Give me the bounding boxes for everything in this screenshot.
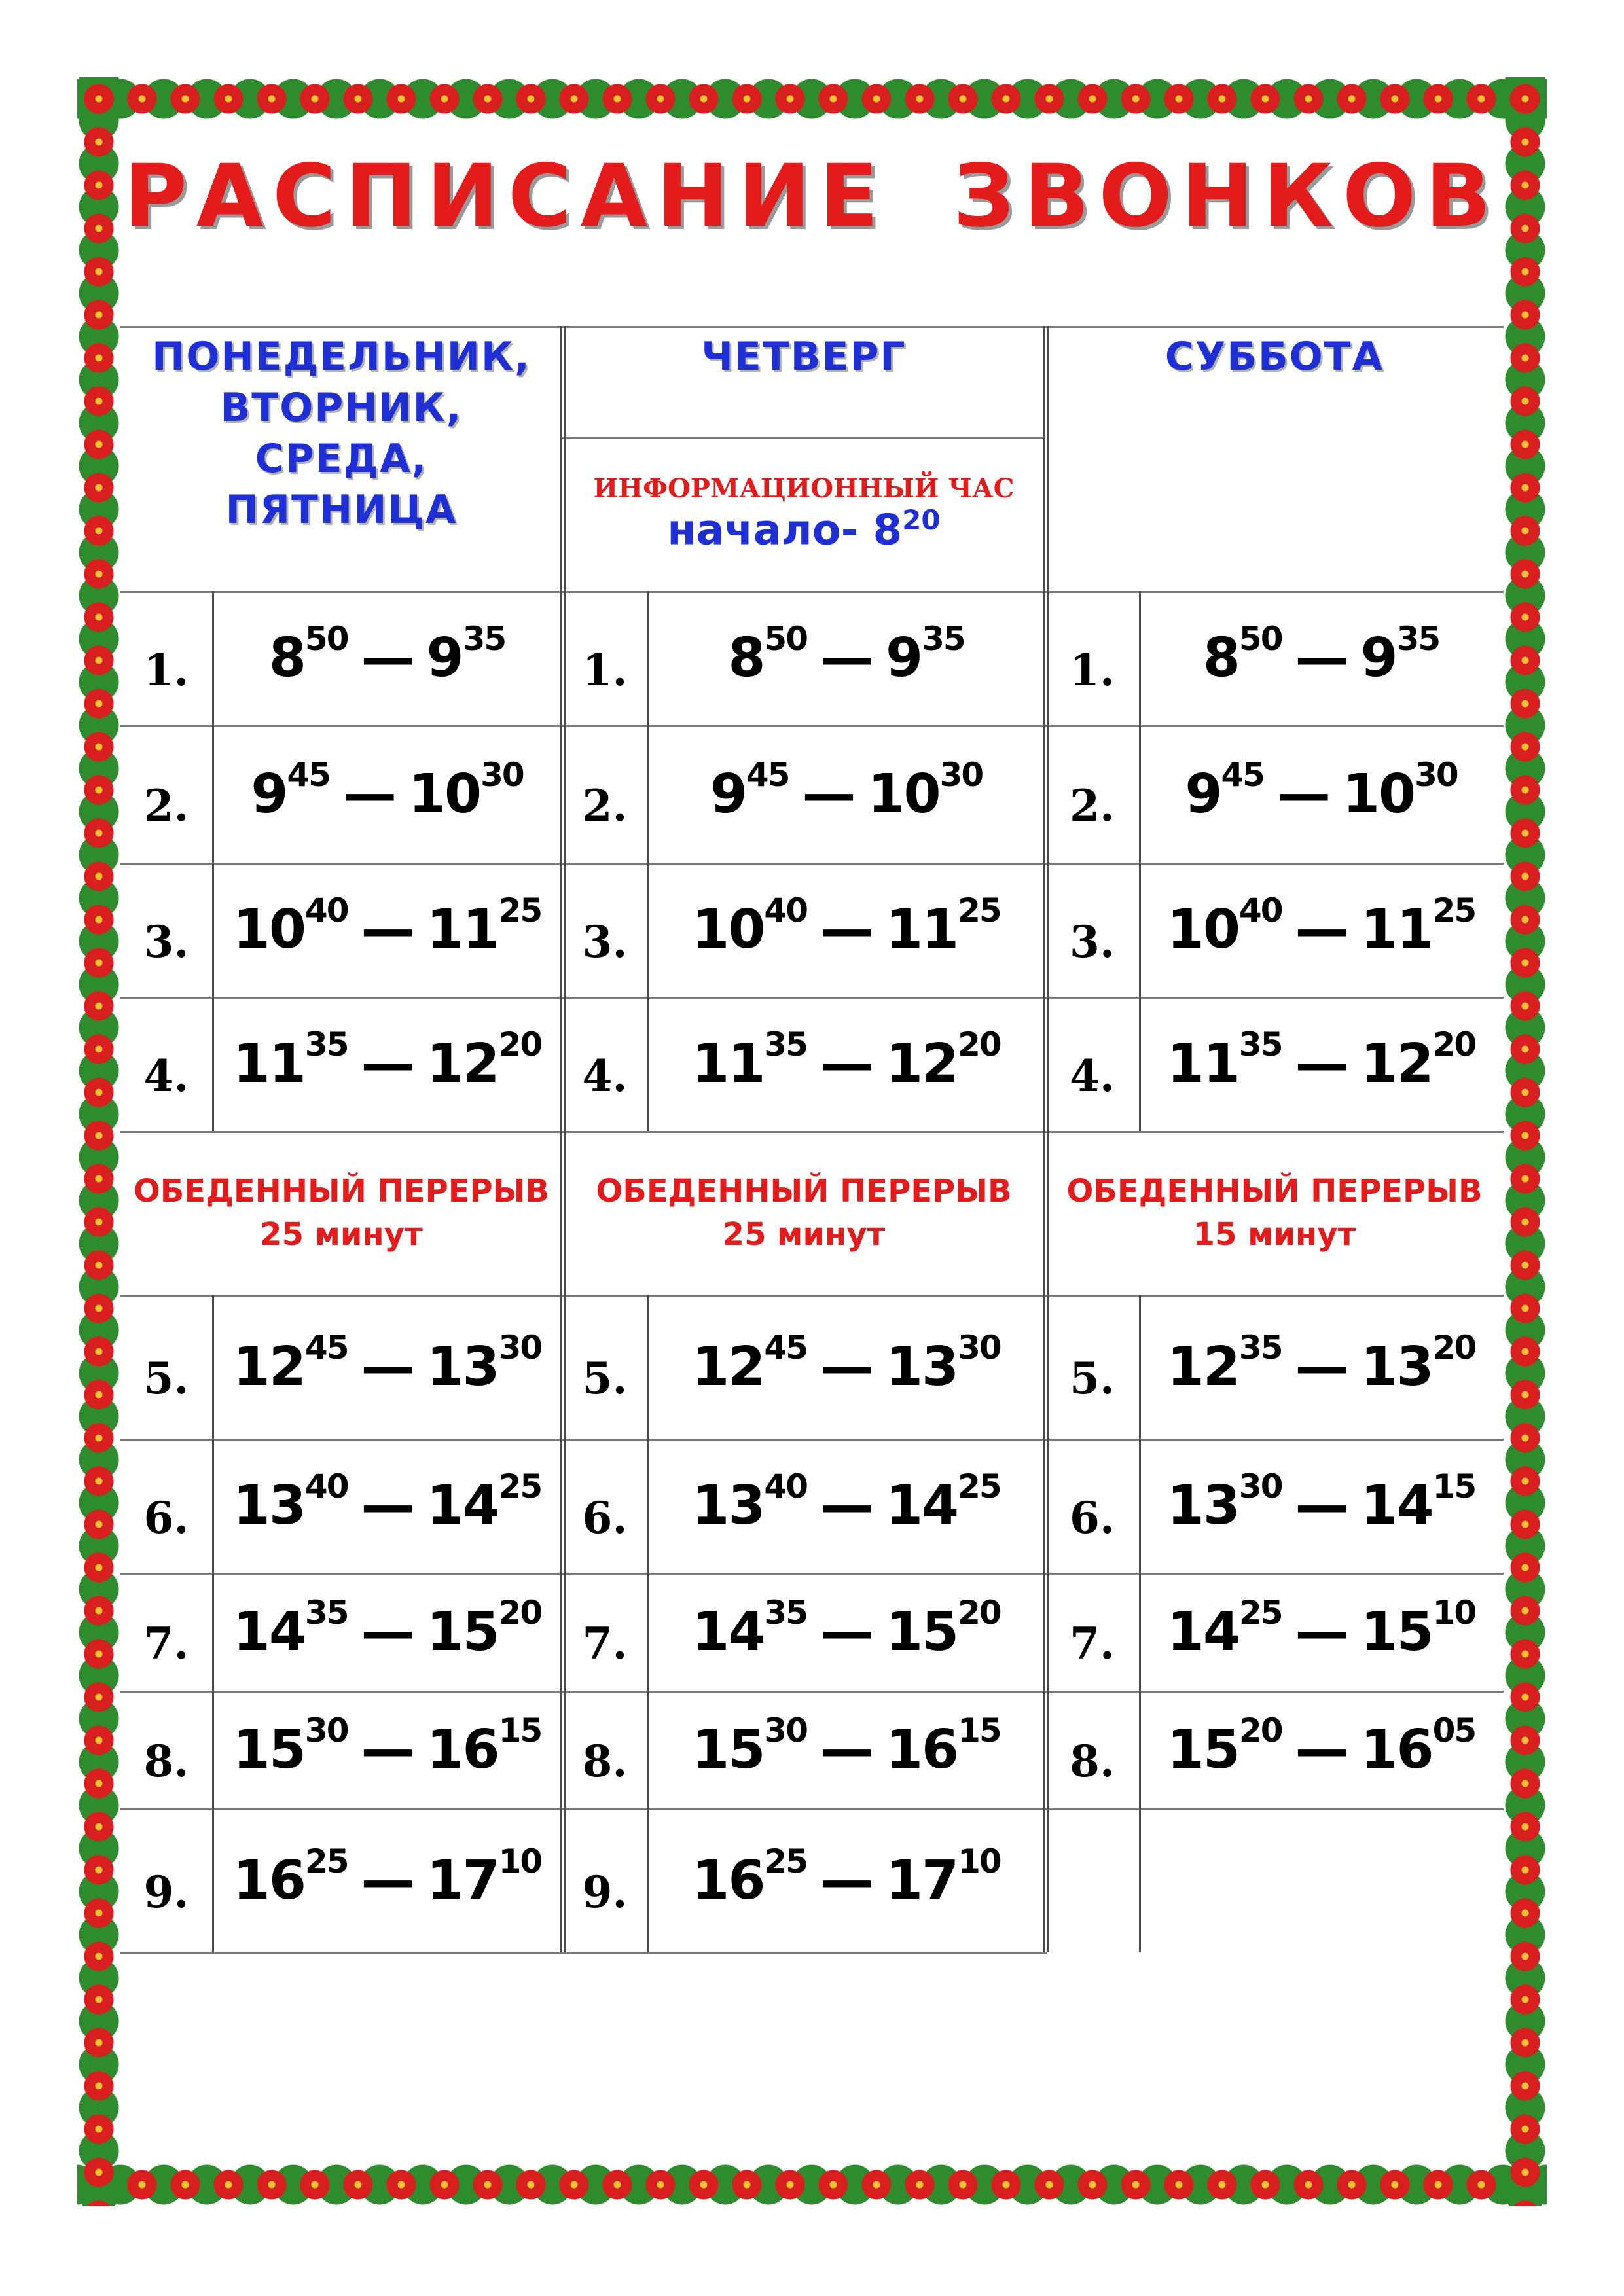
start-minute: 40	[764, 1467, 807, 1505]
end-hour: 12	[886, 1033, 958, 1095]
lesson-time	[647, 997, 1045, 1131]
end-hour: 16	[426, 1718, 499, 1781]
lesson-time	[1139, 1295, 1504, 1439]
start-minute: 45	[764, 1328, 807, 1367]
start-hour: 12	[1166, 1335, 1239, 1398]
time-range	[1166, 1026, 1476, 1095]
lunch-break	[1045, 1131, 1504, 1295]
start-minute: 35	[764, 1593, 807, 1632]
start-minute: 35	[764, 1026, 807, 1064]
start-minute: 40	[304, 1467, 348, 1505]
lesson-time	[1139, 863, 1504, 997]
end-minute: 30	[958, 1328, 1001, 1367]
lesson-time	[647, 1295, 1045, 1439]
lunch-break-label: ОБЕДЕННЫЙ ПЕРЕРЫВ	[1066, 1173, 1483, 1210]
end-minute: 15	[498, 1711, 542, 1749]
end-minute: 30	[480, 755, 524, 794]
end-minute: 20	[1432, 1328, 1476, 1367]
start-hour: 10	[1166, 899, 1239, 961]
lesson-number: 8.	[1070, 1736, 1115, 1787]
poinsettia-border-top	[77, 77, 1547, 120]
end-minute: 20	[498, 1026, 542, 1064]
lesson-time	[647, 863, 1045, 997]
lesson-time	[647, 725, 1045, 863]
time-range	[1166, 1467, 1476, 1537]
start-hour: 14	[1166, 1600, 1239, 1663]
day-name: ПЯТНИЦА	[225, 487, 458, 533]
time-dash: —	[361, 1718, 414, 1781]
lesson-number: 9.	[143, 1867, 189, 1918]
time-range	[232, 891, 542, 961]
start-hour: 16	[692, 1849, 765, 1912]
time-dash: —	[361, 627, 414, 689]
lesson-number: 5.	[143, 1353, 189, 1404]
start-hour: 11	[1166, 1033, 1239, 1095]
end-minute: 35	[462, 620, 506, 658]
end-minute: 20	[958, 1593, 1001, 1632]
start-hour: 12	[692, 1335, 765, 1398]
lesson-time	[647, 1808, 1045, 1952]
time-range	[692, 1026, 1001, 1095]
lesson-time	[212, 725, 562, 863]
time-range	[692, 1842, 1001, 1912]
time-dash: —	[802, 762, 855, 825]
start-hour: 15	[232, 1718, 305, 1781]
start-hour: 10	[692, 899, 765, 961]
lesson-time	[212, 1439, 562, 1573]
lesson-time	[212, 1573, 562, 1691]
lesson-time	[1139, 1691, 1504, 1808]
lesson-number: 7.	[582, 1618, 628, 1669]
poinsettia-border-left	[77, 77, 120, 2206]
lesson-number: 6.	[1070, 1492, 1115, 1543]
time-range	[232, 1593, 542, 1663]
end-hour: 11	[1360, 899, 1433, 961]
start-prefix: начало-	[667, 506, 873, 555]
start-minute: 30	[764, 1711, 807, 1749]
end-minute: 25	[958, 1467, 1001, 1505]
bell-schedule-table	[120, 326, 1504, 1952]
start-hour: 8	[268, 627, 305, 689]
lesson-number: 2.	[143, 780, 189, 831]
start-minute: 40	[304, 891, 348, 929]
time-range	[268, 620, 506, 689]
end-hour: 16	[1360, 1718, 1433, 1781]
time-dash: —	[342, 762, 395, 825]
end-minute: 30	[498, 1328, 542, 1367]
time-dash: —	[361, 1849, 414, 1912]
lunch-break-duration: 25 минут	[722, 1216, 886, 1253]
time-range	[1166, 891, 1476, 961]
end-hour: 17	[426, 1849, 499, 1912]
time-dash: —	[361, 1335, 414, 1398]
day-name: СРЕДА,	[255, 436, 428, 482]
time-range	[232, 1842, 542, 1912]
time-range	[1166, 1328, 1476, 1398]
day-name: ВТОРНИК,	[220, 385, 463, 431]
time-range	[1185, 755, 1458, 825]
start-hour: 15	[692, 1718, 765, 1781]
time-range	[1166, 1593, 1476, 1663]
end-hour: 9	[426, 627, 463, 689]
end-minute: 25	[1432, 891, 1476, 929]
start-hour: 14	[232, 1600, 305, 1663]
start-minute: 40	[1238, 891, 1282, 929]
lesson-number: 3.	[582, 916, 628, 967]
time-dash: —	[361, 899, 414, 961]
start-minute: 50	[764, 620, 807, 658]
start-minute: 35	[1238, 1026, 1282, 1064]
start-minute: 25	[304, 1842, 348, 1880]
start-hour: 9	[251, 762, 287, 825]
lesson-time	[647, 591, 1045, 725]
poinsettia-border-right	[1504, 77, 1547, 2206]
start-minute: 45	[287, 755, 330, 794]
time-range	[692, 1467, 1001, 1537]
start-hour: 13	[232, 1475, 305, 1537]
end-minute: 10	[1432, 1593, 1476, 1632]
time-dash: —	[1295, 1475, 1348, 1537]
day-heading-2	[562, 326, 1045, 442]
end-hour: 14	[886, 1475, 958, 1537]
end-minute: 25	[498, 891, 542, 929]
end-hour: 14	[1360, 1475, 1433, 1537]
time-range	[1202, 620, 1440, 689]
start-hour: 12	[232, 1335, 305, 1398]
lesson-number: 5.	[582, 1353, 628, 1404]
information-hour-label: ИНФОРМАЦИОННЫЙ ЧАС	[593, 473, 1015, 505]
end-hour: 9	[886, 627, 922, 689]
lesson-number: 6.	[582, 1492, 628, 1543]
start-minute: 25	[764, 1842, 807, 1880]
lunch-break-label: ОБЕДЕННЫЙ ПЕРЕРЫВ	[133, 1173, 550, 1210]
lesson-time	[212, 591, 562, 725]
start-hour: 10	[232, 899, 305, 961]
time-range	[232, 1026, 542, 1095]
time-dash: —	[820, 1849, 873, 1912]
time-dash: —	[1295, 1600, 1348, 1663]
end-hour: 17	[886, 1849, 958, 1912]
end-minute: 10	[498, 1842, 542, 1880]
end-hour: 10	[1342, 762, 1415, 825]
time-dash: —	[361, 1600, 414, 1663]
lesson-number: 5.	[1070, 1353, 1115, 1404]
time-range	[692, 891, 1001, 961]
end-minute: 15	[958, 1711, 1001, 1749]
end-hour: 15	[886, 1600, 958, 1663]
day-name: СУББОТА	[1164, 334, 1384, 380]
lesson-number: 4.	[143, 1050, 189, 1102]
time-dash: —	[1295, 1033, 1348, 1095]
time-range	[232, 1711, 542, 1781]
start-hour: 16	[232, 1849, 305, 1912]
end-hour: 12	[426, 1033, 499, 1095]
time-dash: —	[820, 1335, 873, 1398]
end-hour: 9	[1360, 627, 1397, 689]
end-hour: 10	[408, 762, 481, 825]
lesson-number: 7.	[1070, 1618, 1115, 1669]
day-name: ЧЕТВЕРГ	[701, 334, 907, 380]
end-minute: 20	[958, 1026, 1001, 1064]
start-hour: 13	[1166, 1475, 1239, 1537]
end-hour: 13	[1360, 1335, 1433, 1398]
lesson-number: 8.	[143, 1736, 189, 1787]
lunch-break-duration: 15 минут	[1193, 1216, 1356, 1253]
time-dash: —	[1295, 627, 1348, 689]
lesson-time	[212, 1808, 562, 1952]
start-hour: 11	[232, 1033, 305, 1095]
start-hour: 9	[1185, 762, 1221, 825]
time-range	[710, 755, 983, 825]
time-dash: —	[820, 899, 873, 961]
time-range	[692, 1328, 1001, 1398]
end-minute: 25	[958, 891, 1001, 929]
lunch-break-label: ОБЕДЕННЫЙ ПЕРЕРЫВ	[596, 1173, 1012, 1210]
lesson-time	[1139, 997, 1504, 1131]
day-name: ПОНЕДЕЛЬНИК,	[152, 334, 531, 380]
time-range	[232, 1467, 542, 1537]
start-hour: 11	[692, 1033, 765, 1095]
lesson-number: 4.	[1070, 1050, 1115, 1102]
lunch-break	[562, 1131, 1045, 1295]
start-minute: 30	[1238, 1467, 1282, 1505]
lesson-time	[212, 1691, 562, 1808]
start-minute: 35	[304, 1026, 348, 1064]
lesson-number: 1.	[143, 644, 189, 696]
lesson-number: 4.	[582, 1050, 628, 1102]
lesson-number: 1.	[582, 644, 628, 696]
time-range	[692, 1593, 1001, 1663]
lesson-number: 3.	[1070, 916, 1115, 967]
lesson-number: 2.	[1070, 780, 1115, 831]
start-minute: 50	[1238, 620, 1282, 658]
start-minute: 35	[1238, 1328, 1282, 1367]
poinsettia-border-bottom	[77, 2163, 1547, 2206]
end-minute: 30	[939, 755, 983, 794]
start-minute: 35	[304, 1593, 348, 1632]
lesson-time	[1139, 1573, 1504, 1691]
end-minute: 30	[1415, 755, 1458, 794]
time-dash: —	[820, 627, 873, 689]
lesson-number: 7.	[143, 1618, 189, 1669]
start-minute: 45	[746, 755, 789, 794]
start-minute: 45	[1221, 755, 1264, 794]
time-range	[728, 620, 965, 689]
start-hour: 9	[710, 762, 746, 825]
end-minute: 10	[958, 1842, 1001, 1880]
lesson-time	[1139, 591, 1504, 725]
lesson-time	[647, 1439, 1045, 1573]
lesson-time	[647, 1691, 1045, 1808]
lesson-time	[1139, 1439, 1504, 1573]
end-hour: 12	[1360, 1033, 1433, 1095]
information-hour-start	[667, 504, 940, 554]
lesson-number: 3.	[143, 916, 189, 967]
end-minute: 35	[922, 620, 965, 658]
end-hour: 11	[886, 899, 958, 961]
lesson-number: 2.	[582, 780, 628, 831]
lesson-time	[1139, 725, 1504, 863]
start-hour: 8	[728, 627, 765, 689]
time-dash: —	[820, 1600, 873, 1663]
start-minute: 45	[304, 1328, 348, 1367]
time-dash: —	[820, 1033, 873, 1095]
page-title: РАСПИСАНИЕ ЗВОНКОВ	[124, 146, 1500, 247]
end-hour: 13	[426, 1335, 499, 1398]
start-hour: 13	[692, 1475, 765, 1537]
lesson-time	[212, 997, 562, 1131]
start-hour: 8	[873, 506, 903, 555]
lesson-number: 1.	[1070, 644, 1115, 696]
lesson-time	[212, 1295, 562, 1439]
information-hour	[562, 437, 1045, 591]
lesson-number: 8.	[582, 1736, 628, 1787]
end-hour: 15	[1360, 1600, 1433, 1663]
start-minute: 20	[902, 504, 941, 537]
end-hour: 16	[886, 1718, 958, 1781]
time-dash: —	[1295, 1718, 1348, 1781]
end-minute: 25	[498, 1467, 542, 1505]
end-minute: 20	[498, 1593, 542, 1632]
end-hour: 14	[426, 1475, 499, 1537]
end-minute: 35	[1396, 620, 1440, 658]
start-minute: 20	[1238, 1711, 1282, 1749]
time-range	[1166, 1711, 1476, 1781]
end-minute: 15	[1432, 1467, 1476, 1505]
time-range	[251, 755, 524, 825]
start-minute: 25	[1238, 1593, 1282, 1632]
end-minute: 05	[1432, 1711, 1476, 1749]
start-hour: 8	[1202, 627, 1239, 689]
end-hour: 11	[426, 899, 499, 961]
time-dash: —	[1295, 899, 1348, 961]
start-minute: 30	[304, 1711, 348, 1749]
lunch-break	[120, 1131, 562, 1295]
time-dash: —	[1276, 762, 1329, 825]
end-minute: 20	[1432, 1026, 1476, 1064]
start-hour: 15	[1166, 1718, 1239, 1781]
lesson-number: 9.	[582, 1867, 628, 1918]
time-dash: —	[1295, 1335, 1348, 1398]
day-heading-3	[1045, 326, 1504, 596]
day-heading-1	[120, 326, 562, 596]
end-hour: 10	[867, 762, 940, 825]
time-dash: —	[820, 1718, 873, 1781]
end-hour: 15	[426, 1600, 499, 1663]
lesson-time	[647, 1573, 1045, 1691]
start-minute: 40	[764, 891, 807, 929]
lesson-time	[212, 863, 562, 997]
lunch-break-duration: 25 минут	[260, 1216, 423, 1253]
time-dash: —	[820, 1475, 873, 1537]
start-minute: 50	[304, 620, 348, 658]
lesson-number: 6.	[143, 1492, 189, 1543]
time-range	[692, 1711, 1001, 1781]
time-dash: —	[361, 1475, 414, 1537]
time-range	[232, 1328, 542, 1398]
end-hour: 13	[886, 1335, 958, 1398]
start-hour: 14	[692, 1600, 765, 1663]
time-dash: —	[361, 1033, 414, 1095]
